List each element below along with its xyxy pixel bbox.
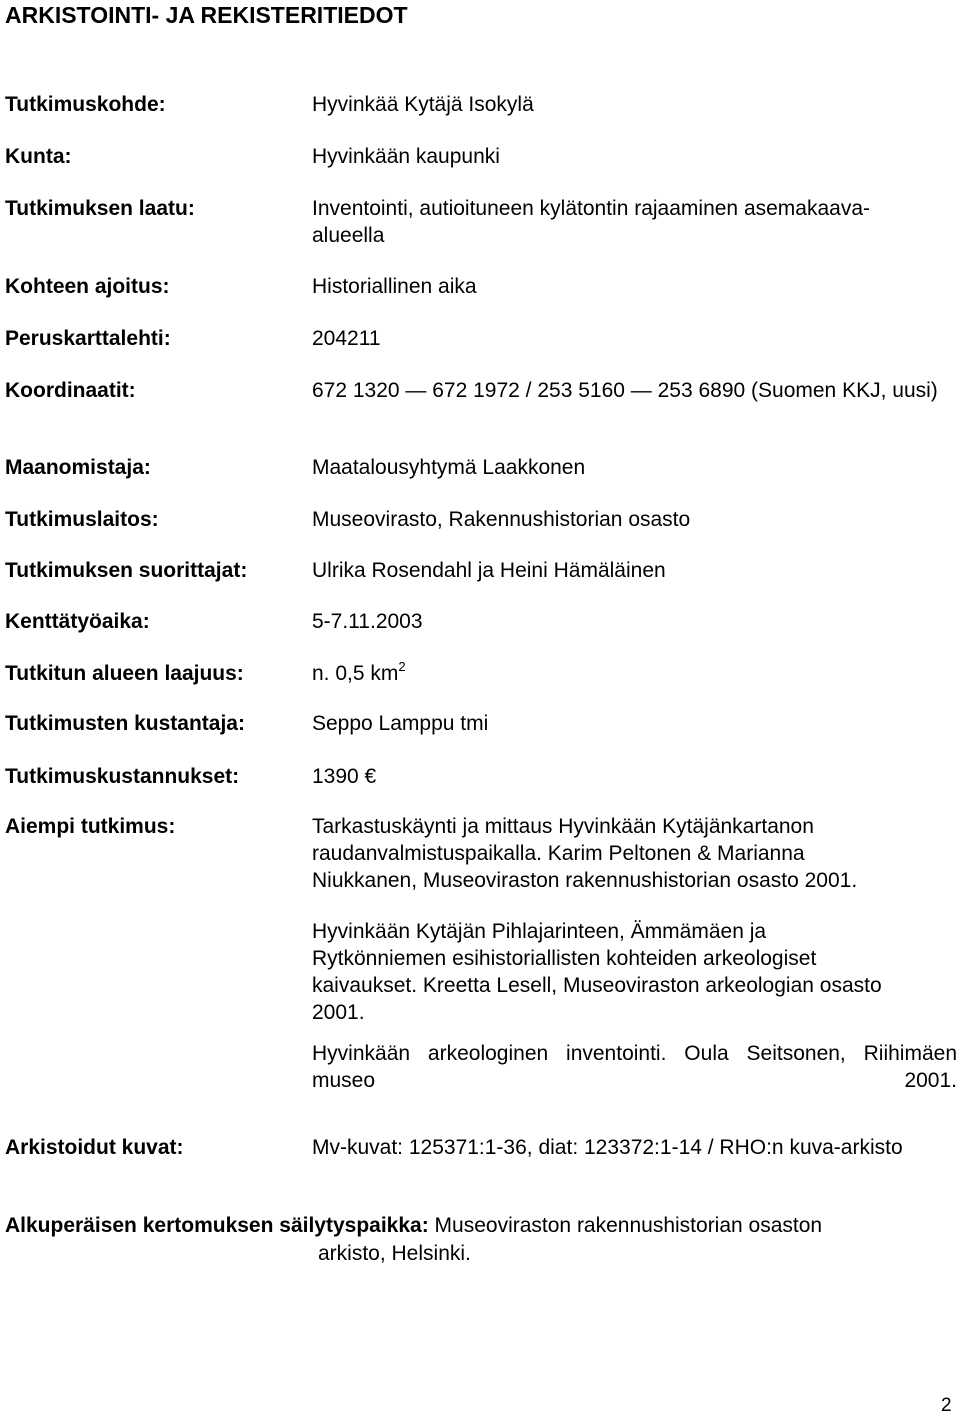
label-kunta: Kunta: [5, 145, 72, 168]
page-title: ARKISTOINTI- JA REKISTERITIEDOT [5, 2, 408, 28]
value-sailytyspaikka-cont: arkisto, Helsinki. [318, 1242, 471, 1265]
value-sailytyspaikka: Museoviraston rakennushistorian osaston [434, 1214, 823, 1237]
label-tutkimuskohde: Tutkimuskohde: [5, 93, 166, 116]
label-arkistoidut-kuvat: Arkistoidut kuvat: [5, 1136, 184, 1159]
label-tutkimuksen-suorittajat: Tutkimuksen suorittajat: [5, 559, 248, 582]
value-kohteen-ajoitus: Historiallinen aika [312, 275, 477, 298]
label-sailytyspaikka: Alkuperäisen kertomuksen säilytyspaikka: [5, 1214, 429, 1237]
sailytyspaikka-line [5, 1212, 822, 1239]
label-tutkimuskustannukset: Tutkimuskustannukset: [5, 765, 240, 788]
value-alueen-laajuus [312, 660, 406, 687]
value-tutkimuksen-suorittajat: Ulrika Rosendahl ja Heini Hämäläinen [312, 559, 666, 582]
value-tutkimuskohde: Hyvinkää Kytäjä Isokylä [312, 93, 534, 116]
previous-study-entry: Hyvinkään Kytäjän Pihlajarinteen, Ämmämäen ja Rytkönniemen esihistoriallisten kohteiden arkeologiset kaivaukset. Kreetta Lesell, Museoviraston arkeologian osasto 2001. [312, 920, 882, 1024]
unit-superscript: 2 [398, 659, 406, 674]
value-kenttatyoaika: 5-7.11.2003 [312, 610, 423, 633]
label-peruskarttalehti: Peruskarttalehti: [5, 327, 171, 350]
label-maanomistaja: Maanomistaja: [5, 456, 151, 479]
value-tutkimuksen-laatu: Inventointi, autioituneen kylätontin rajaaminen asemakaava-alueella [312, 197, 871, 247]
page-number: 2 [941, 1395, 952, 1416]
value-tutkimuskustannukset: 1390 € [312, 765, 377, 788]
label-kenttatyoaika: Kenttätyöaika: [5, 610, 150, 633]
label-tutkimuslaitos: Tutkimuslaitos: [5, 508, 159, 531]
value-kunta: Hyvinkään kaupunki [312, 145, 500, 168]
value-alueen-laajuus-text: n. 0,5 km [312, 662, 399, 685]
label-koordinaatit: Koordinaatit: [5, 379, 136, 402]
label-kohteen-ajoitus: Kohteen ajoitus: [5, 275, 170, 298]
value-arkistoidut-kuvat: Mv-kuvat: 125371:1-36, diat: 123372:1-14 / RHO:n kuva-arkisto [312, 1136, 903, 1159]
value-koordinaatit: 672 1320 — 672 1972 / 253 5160 — 253 6890 (Suomen KKJ, uusi) [312, 379, 938, 402]
value-tutkimuslaitos: Museovirasto, Rakennushistorian osasto [312, 508, 691, 531]
label-tutkimusten-kustantaja: Tutkimusten kustantaja: [5, 712, 245, 735]
previous-study-entry: Hyvinkään arkeologinen inventointi. Oula Seitsonen, Riihimäen museo 2001. [312, 1042, 957, 1092]
label-alueen-laajuus: Tutkitun alueen laajuus: [5, 662, 244, 685]
value-maanomistaja: Maatalousyhtymä Laakkonen [312, 456, 586, 479]
label-tutkimuksen-laatu: Tutkimuksen laatu: [5, 197, 195, 220]
value-peruskarttalehti: 204211 [312, 327, 381, 350]
previous-study-entry: Tarkastuskäynti ja mittaus Hyvinkään Kytäjänkartanon raudanvalmistuspaikalla. Karim Peltonen & Marianna Niukkanen, Museoviraston rakennushistorian osasto 2001. [312, 815, 858, 892]
value-tutkimusten-kustantaja: Seppo Lamppu tmi [312, 712, 489, 735]
label-aiempi-tutkimus: Aiempi tutkimus: [5, 815, 176, 838]
